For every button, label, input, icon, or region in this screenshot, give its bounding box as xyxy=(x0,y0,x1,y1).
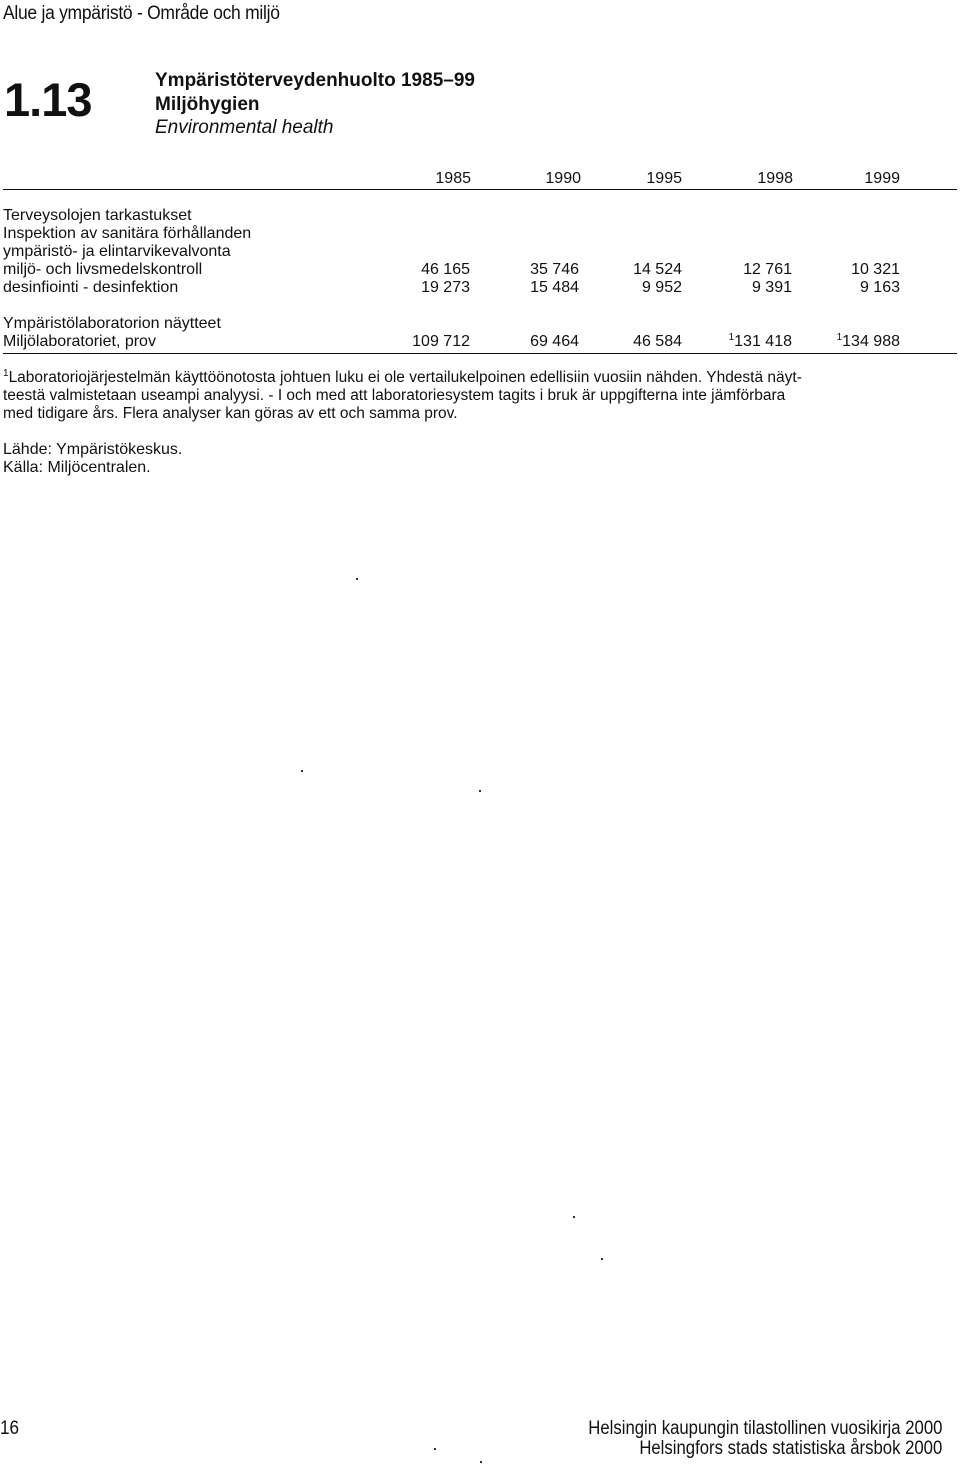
group1-line-2: Inspektion av sanitära förhållanden xyxy=(3,225,252,242)
row-label: miljö- och livsmedelskontroll xyxy=(3,261,203,278)
cell-value: 9 163 xyxy=(859,279,900,296)
scan-speck xyxy=(479,790,481,792)
row-label: desinfiointi - desinfektion xyxy=(3,279,179,296)
source-sv: Källa: Miljöcentralen. xyxy=(3,459,151,476)
section-title-fi: Ympäristöterveydenhuolto 1985–99 xyxy=(155,70,475,91)
scan-speck xyxy=(601,1258,603,1260)
scan-speck xyxy=(301,770,303,772)
scan-speck xyxy=(434,1448,436,1450)
cell-value: 14 524 xyxy=(633,261,682,278)
cell-value: 19 273 xyxy=(421,279,470,296)
cell-value: 12 761 xyxy=(743,261,792,278)
year-header-1985: 1985 xyxy=(435,170,471,187)
header-band: Alue ja ympäristö - Område och miljö xyxy=(3,3,280,24)
scan-speck xyxy=(573,1216,575,1218)
page-number: 16 xyxy=(0,1418,20,1439)
cell-value-footnoted xyxy=(692,333,792,351)
year-header-1998: 1998 xyxy=(757,170,793,187)
cell-value: 46 584 xyxy=(633,333,682,350)
cell-value: 46 165 xyxy=(421,261,470,278)
section-number: 1.13 xyxy=(4,73,92,126)
row-label: Miljölaboratoriet, prov xyxy=(3,333,156,350)
year-header-1999: 1999 xyxy=(864,170,900,187)
source-fi: Lähde: Ympäristökeskus. xyxy=(3,441,183,458)
year-header-1995: 1995 xyxy=(646,170,682,187)
table-top-rule xyxy=(3,189,957,190)
cell-value: 69 464 xyxy=(530,333,579,350)
cell-value: 10 321 xyxy=(851,261,900,278)
cell-text: 131 418 xyxy=(734,333,792,350)
cell-value: 9 391 xyxy=(751,279,792,296)
cell-value: 9 952 xyxy=(641,279,682,296)
group2-line: Ympäristölaboratorion näytteet xyxy=(3,315,221,332)
cell-value: 35 746 xyxy=(530,261,579,278)
section-title-sv: Miljöhygien xyxy=(155,94,260,115)
scan-speck xyxy=(356,578,358,580)
group1-line-1: Terveysolojen tarkastukset xyxy=(3,207,192,224)
year-header-1990: 1990 xyxy=(545,170,581,187)
footnote-line-2: teestä valmistetaan useampi analyysi. - I och med att laboratoriesystem tagits i bruk är uppgifterna inte jämförbara xyxy=(3,387,786,404)
footnote-marker: 1 xyxy=(728,332,735,343)
footer-yearbook-fi: Helsingin kaupungin tilastollinen vuosikirja 2000 xyxy=(587,1418,942,1439)
footnote-marker: 1 xyxy=(3,368,9,379)
section-title-en: Environmental health xyxy=(155,117,334,138)
footnote-line-1: $^1$Laboratoriojärjestelmän käyttöönotosta johtuen luku ei ole vertailukelpoinen edellisiin vuosiin nähden. Yhdestä näyt- xyxy=(3,368,802,386)
scan-speck xyxy=(480,1461,482,1463)
group1-line-3: ympäristö- ja elintarvikevalvonta xyxy=(3,243,231,260)
table-bottom-rule xyxy=(3,353,957,354)
cell-value: 15 484 xyxy=(530,279,579,296)
cell-value-footnoted xyxy=(800,333,900,351)
footnote-line-3: med tidigare års. Flera analyser kan göras av ett och samma prov. xyxy=(3,405,458,422)
footnote-marker: 1 xyxy=(836,332,843,343)
cell-value: 109 712 xyxy=(412,333,470,350)
cell-text: 134 988 xyxy=(842,333,900,350)
footer-yearbook-sv: Helsingfors stads statistiska årsbok 2000 xyxy=(639,1438,942,1459)
